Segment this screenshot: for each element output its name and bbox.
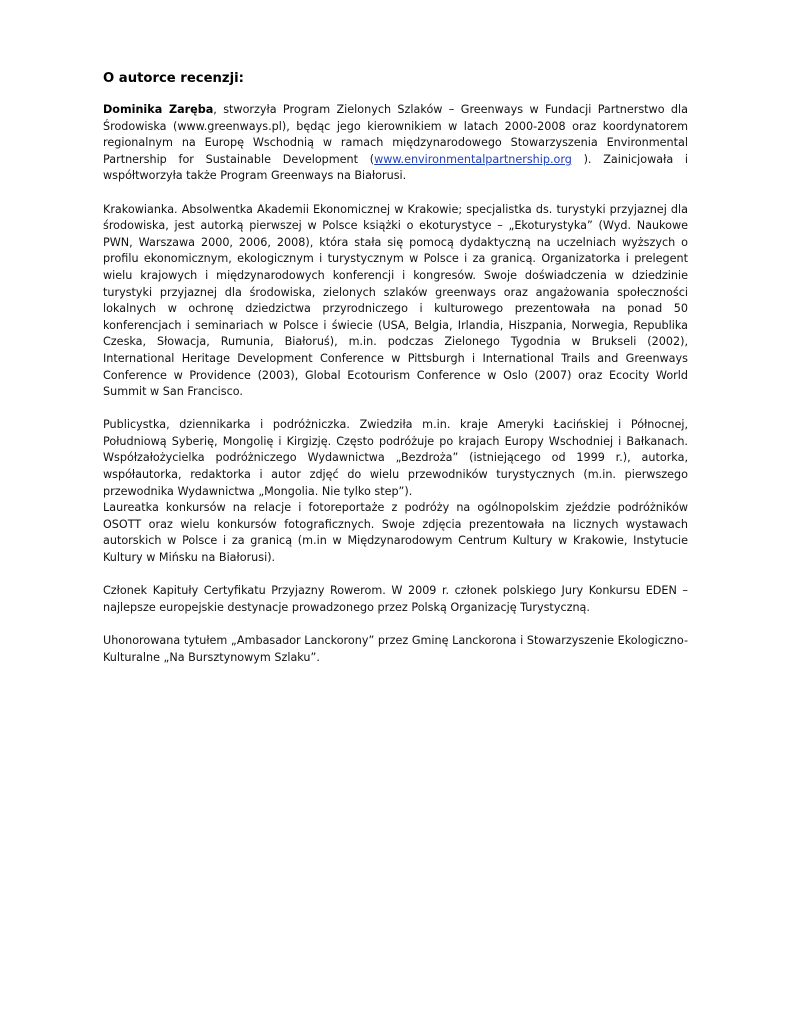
paragraph-gap <box>103 185 688 202</box>
paragraph-gap <box>103 401 688 418</box>
partnership-link[interactable]: www.environmentalpartnership.org <box>374 152 572 166</box>
paragraph-travels: Publicystka, dziennikarka i podróżniczka. Zwiedziła m.in. kraje Ameryki Łacińskiej i Północnej, Południową Syberię, Mongolię i Kirgizję. Często podróżuje po krajach Europy Wschodniej i Bałkanach. Współzałożycielka podróżniczego Wydawnictwa „Bezdroża” (istniejącego od 1999 r.), autorka, współautorka, redaktorka i autor zdjęć do wielu przewodników turystycznych (m.in. pierwszego przewodnika Wydawnictwa „Mongolia. Nie tylko step”). <box>103 418 688 498</box>
intro-text-after-link: ). Zainicjowała i współtworzyła także Program Greenways na Białorusi. <box>103 152 688 183</box>
author-name: Dominika Zaręba <box>103 103 214 116</box>
section-heading: O autorce recenzji: <box>103 71 244 86</box>
paragraph-intro <box>103 102 688 185</box>
paragraph-awards: Laureatka konkursów na relacje i fotoreportaże z podróży na ogólnopolskim zjeździe podróżników OSOTT oraz wielu konkursów fotograficznych. Swoje zdjęcia prezentowała na licznych wystawach autorskich w Polsce i za granicą (m.in w Międzynarodowym Centrum Kultury w Krakowie, Instytucie Kultury w Mińsku na Białorusi). <box>103 501 688 565</box>
paragraph-memberships: Członek Kapituły Certyfikatu Przyjazny Rowerom. W 2009 r. członek polskiego Jury Konkursu EDEN – najlepsze europejskie destynacje prowadzonego przez Polską Organizację Turystyczną. <box>103 584 688 614</box>
paragraph-career: Krakowianka. Absolwentka Akademii Ekonomicznej w Krakowie; specjalistka ds. turystyki przyjaznej dla środowiska, jest autorką pierwszej w Polsce książki o ekoturystyce – „Ekoturystyka” (Wyd. Naukowe PWN, Warszawa 2000, 2006, 2008), która stała się pomocą dydaktyczną na uczelniach wyższych o profilu ekonomicznym, ekologicznym i turystycznym w Polsce i za granicą. Organizatorka i prelegent wielu krajowych i międzynarodowych konferencji i kongresów. Swoje doświadczenia w dziedzinie turystyki przyjaznej dla środowiska, zielonych szlaków greenways oraz angażowania społeczności lokalnych w ochronę dziedzictwa przyrodniczego i kulturowego prezentowała na ponad 50 konferencjach i seminariach w Polsce i świecie (USA, Belgia, Irlandia, Hiszpania, Norwegia, Republika Czeska, Słowacja, Rumunia, Białoruś), m.in. podczas Zielonego Tygodnia w Brukseli (2002), International Heritage Development Conference w Pittsburgh i International Trails and Greenways Conference w Providence (2003), Global Ecotourism Conference w Oslo (2007) oraz Ecocity World Summit w San Francisco. <box>103 202 688 399</box>
paragraph-honors: Uhonorowana tytułem „Ambasador Lanckorony” przez Gminę Lanckorona i Stowarzyszenie Ekologiczno-Kulturalne „Na Bursztynowym Szlaku”. <box>103 634 688 664</box>
intro-text-before-link: , stworzyła Program Zielonych Szlaków – Greenways w Fundacji Partnerstwo dla Środowiska (www.greenways.pl), będąc jego kierownikiem w latach 2000-2008 oraz koordynatorem regionalnym na Europę Wschodnią w ramach międzynarodowego Stowarzyszenia Environmental Partnership for Sustainable Development ( <box>103 103 688 166</box>
paragraph-gap <box>103 567 688 584</box>
paragraph-gap <box>103 616 688 633</box>
document-content <box>103 70 688 666</box>
